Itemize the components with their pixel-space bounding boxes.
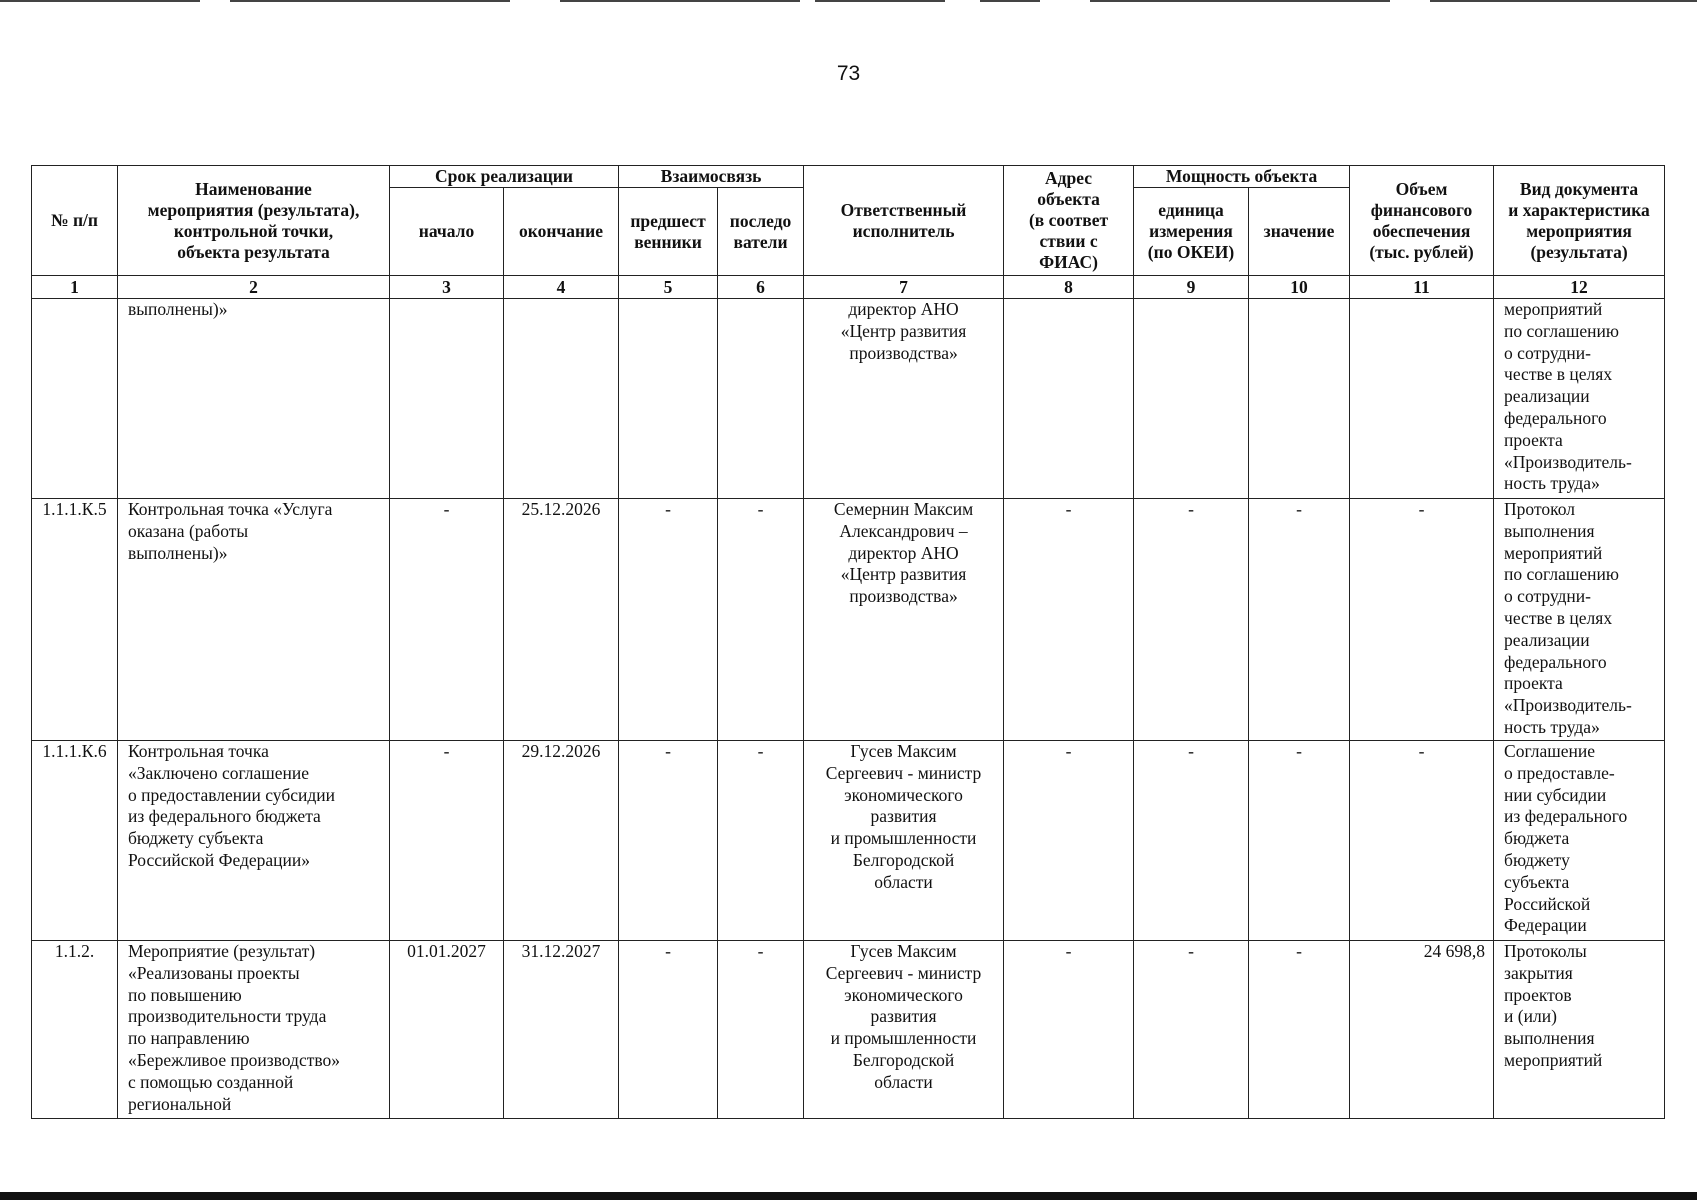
header-successors: последо ватели bbox=[718, 188, 804, 276]
cell-value: - bbox=[1249, 499, 1350, 741]
cell-number: 1.1.1.К.5 bbox=[32, 499, 118, 741]
cell-address: - bbox=[1004, 941, 1134, 1119]
table-row bbox=[32, 299, 1665, 499]
cell-responsible: директор АНО «Центр развития производства» bbox=[804, 299, 1004, 499]
cell-address: - bbox=[1004, 741, 1134, 941]
table-row bbox=[32, 499, 1665, 741]
cell-end: 31.12.2027 bbox=[504, 941, 619, 1119]
cell-value bbox=[1249, 299, 1350, 499]
cell-address bbox=[1004, 299, 1134, 499]
cell-responsible: Гусев Максим Сергеевич - министр экономического развития и промышленности Белгородской области bbox=[804, 941, 1004, 1119]
cell-document: Протоколы закрытия проектов и (или) выполнения мероприятий bbox=[1494, 941, 1665, 1119]
cell-end bbox=[504, 299, 619, 499]
cell-document: Протокол выполнения мероприятий по соглашению о сотрудни- честве в целях реализации федерального проекта «Производитель- ность труда» bbox=[1494, 499, 1665, 741]
header-value: значение bbox=[1249, 188, 1350, 276]
column-number: 6 bbox=[718, 276, 804, 299]
column-number: 2 bbox=[118, 276, 390, 299]
cell-document: Соглашение о предоставле- нии субсидии из федерального бюджета бюджету субъекта Российской Федерации bbox=[1494, 741, 1665, 941]
column-number: 3 bbox=[390, 276, 504, 299]
header-predecessors: предшест венники bbox=[619, 188, 718, 276]
cell-name: Мероприятие (результат) «Реализованы проекты по повышению производительности труда по направлению «Бережливое производство» с помощью созданной региональной bbox=[118, 941, 390, 1119]
cell-predecessors: - bbox=[619, 941, 718, 1119]
cell-predecessors bbox=[619, 299, 718, 499]
column-number: 7 bbox=[804, 276, 1004, 299]
cell-responsible: Семернин Максим Александрович – директор АНО «Центр развития производства» bbox=[804, 499, 1004, 741]
cell-finance bbox=[1350, 299, 1494, 499]
column-number: 4 bbox=[504, 276, 619, 299]
cell-finance: - bbox=[1350, 499, 1494, 741]
cell-successors: - bbox=[718, 941, 804, 1119]
cell-start: 01.01.2027 bbox=[390, 941, 504, 1119]
cell-predecessors: - bbox=[619, 499, 718, 741]
header-address: Адрес объекта (в соответ ствии с ФИАС) bbox=[1004, 166, 1134, 276]
cell-number bbox=[32, 299, 118, 499]
header-number: № п/п bbox=[32, 166, 118, 276]
cell-number: 1.1.1.К.6 bbox=[32, 741, 118, 941]
cell-start: - bbox=[390, 499, 504, 741]
cell-end: 29.12.2026 bbox=[504, 741, 619, 941]
header-start: начало bbox=[390, 188, 504, 276]
top-rule bbox=[0, 0, 1697, 3]
cell-name: Контрольная точка «Услуга оказана (работы выполнены)» bbox=[118, 499, 390, 741]
header-unit: единица измерения (по ОКЕИ) bbox=[1134, 188, 1249, 276]
header-document: Вид документа и характеристика мероприятия (результата) bbox=[1494, 166, 1665, 276]
header-term: Срок реализации bbox=[390, 166, 619, 188]
page-number: 73 bbox=[836, 62, 861, 85]
column-number: 8 bbox=[1004, 276, 1134, 299]
column-number: 5 bbox=[619, 276, 718, 299]
header-finance: Объем финансового обеспечения (тыс. рублей) bbox=[1350, 166, 1494, 276]
cell-address: - bbox=[1004, 499, 1134, 741]
cell-unit: - bbox=[1134, 741, 1249, 941]
column-number: 11 bbox=[1350, 276, 1494, 299]
cell-name: Контрольная точка «Заключено соглашение о предоставлении субсидии из федерального бюджета бюджету субъекта Российской Федерации» bbox=[118, 741, 390, 941]
cell-document: мероприятий по соглашению о сотрудни- честве в целях реализации федерального проекта «Производитель- ность труда» bbox=[1494, 299, 1665, 499]
cell-successors: - bbox=[718, 499, 804, 741]
header-name: Наименование мероприятия (результата), контрольной точки, объекта результата bbox=[118, 166, 390, 276]
cell-unit: - bbox=[1134, 941, 1249, 1119]
cell-name: выполнены)» bbox=[118, 299, 390, 499]
table-row bbox=[32, 741, 1665, 941]
cell-predecessors: - bbox=[619, 741, 718, 941]
cell-finance: 24 698,8 bbox=[1350, 941, 1494, 1119]
column-number: 10 bbox=[1249, 276, 1350, 299]
cell-value: - bbox=[1249, 741, 1350, 941]
column-number-row bbox=[32, 276, 1665, 299]
cell-finance: - bbox=[1350, 741, 1494, 941]
implementation-plan-table bbox=[31, 165, 1665, 1119]
column-number: 12 bbox=[1494, 276, 1665, 299]
header-link: Взаимосвязь bbox=[619, 166, 804, 188]
header-responsible: Ответственный исполнитель bbox=[804, 166, 1004, 276]
cell-successors bbox=[718, 299, 804, 499]
cell-value: - bbox=[1249, 941, 1350, 1119]
column-number: 1 bbox=[32, 276, 118, 299]
cell-unit: - bbox=[1134, 499, 1249, 741]
cell-end: 25.12.2026 bbox=[504, 499, 619, 741]
cell-number: 1.1.2. bbox=[32, 941, 118, 1119]
cell-successors: - bbox=[718, 741, 804, 941]
table-row bbox=[32, 941, 1665, 1119]
header-end: окончание bbox=[504, 188, 619, 276]
cell-unit bbox=[1134, 299, 1249, 499]
column-number: 9 bbox=[1134, 276, 1249, 299]
header-capacity: Мощность объекта bbox=[1134, 166, 1350, 188]
cell-responsible: Гусев Максим Сергеевич - министр экономического развития и промышленности Белгородской области bbox=[804, 741, 1004, 941]
cell-start: - bbox=[390, 741, 504, 941]
bottom-rule bbox=[0, 1192, 1697, 1200]
cell-start bbox=[390, 299, 504, 499]
